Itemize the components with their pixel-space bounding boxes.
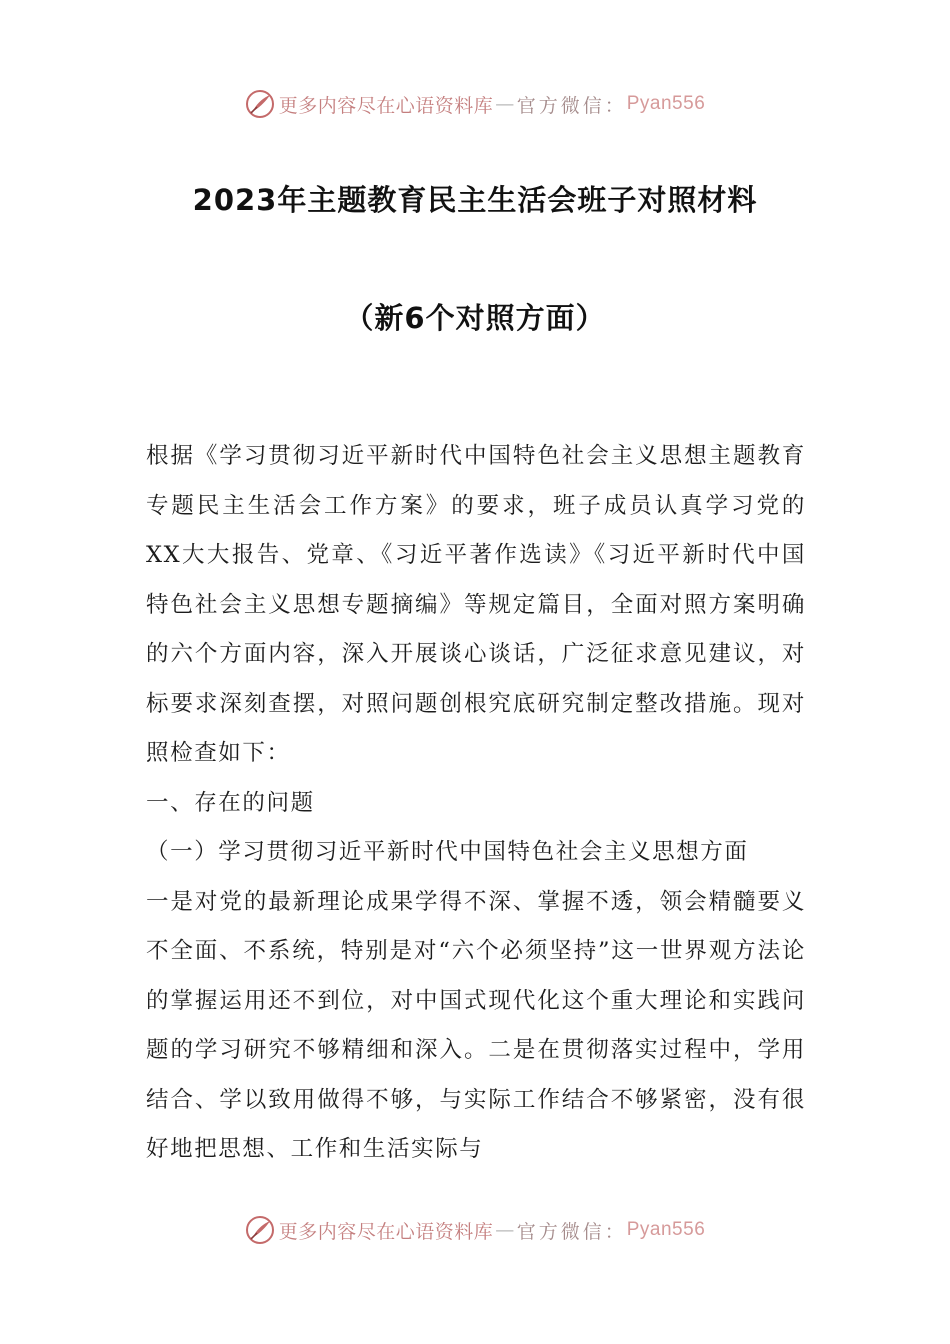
document-title: 2023年主题教育民主生活会班子对照材料 (192, 183, 758, 217)
watermark-account-id: Pyan556 (626, 93, 706, 114)
watermark-dash: — (495, 1219, 515, 1241)
intro-paragraph: 根据《学习贯彻习近平新时代中国特色社会主义思想主题教育专题民主生活会工作方案》的要求，班子成员认真学习党的XX大大报告、党章、《习近平著作选读》《习近平新时代中国特色社会主义思想专题摘编》等规定篇目，全面对照方案明确的六个方面内容，深入开展谈心谈话，广泛征求意见建议，对标要求深刻查摆，对照问题创根究底研究制定整改措施。现对照检查如下： (146, 443, 806, 766)
quill-logo-icon (245, 89, 275, 119)
document-body (146, 432, 806, 1175)
watermark-account-text: 官方微信： (516, 94, 627, 117)
header-watermark (0, 86, 950, 122)
watermark-site-text: 更多内容尽在心语资料库 (278, 94, 494, 117)
subsection-heading: （一）学习贯彻习近平新时代中国特色社会主义思想方面 (146, 839, 749, 865)
footer-watermark (0, 1212, 950, 1248)
watermark-account-id: Pyan556 (626, 1219, 706, 1240)
watermark-dash: — (495, 93, 515, 115)
watermark-site-text: 更多内容尽在心语资料库 (278, 1220, 494, 1243)
body-paragraph: 一是对党的最新理论成果学得不深、掌握不透，领会精髓要义不全面、不系统，特别是对“六个必须坚持”这一世界观方法论的掌握运用还不到位，对中国式现代化这个重大理论和实践问题的学习研究不够精细和深入。二是在贯彻落实过程中，学用结合、学以致用做得不够，与实际工作结合不够紧密，没有很好地把思想、工作和生活实际与 (146, 888, 806, 1162)
watermark-account-text: 官方微信： (516, 1220, 627, 1243)
quill-logo-icon (245, 1215, 275, 1245)
document-subtitle: （新6个对照方面） (344, 301, 606, 335)
section-heading: 一、存在的问题 (146, 789, 315, 816)
